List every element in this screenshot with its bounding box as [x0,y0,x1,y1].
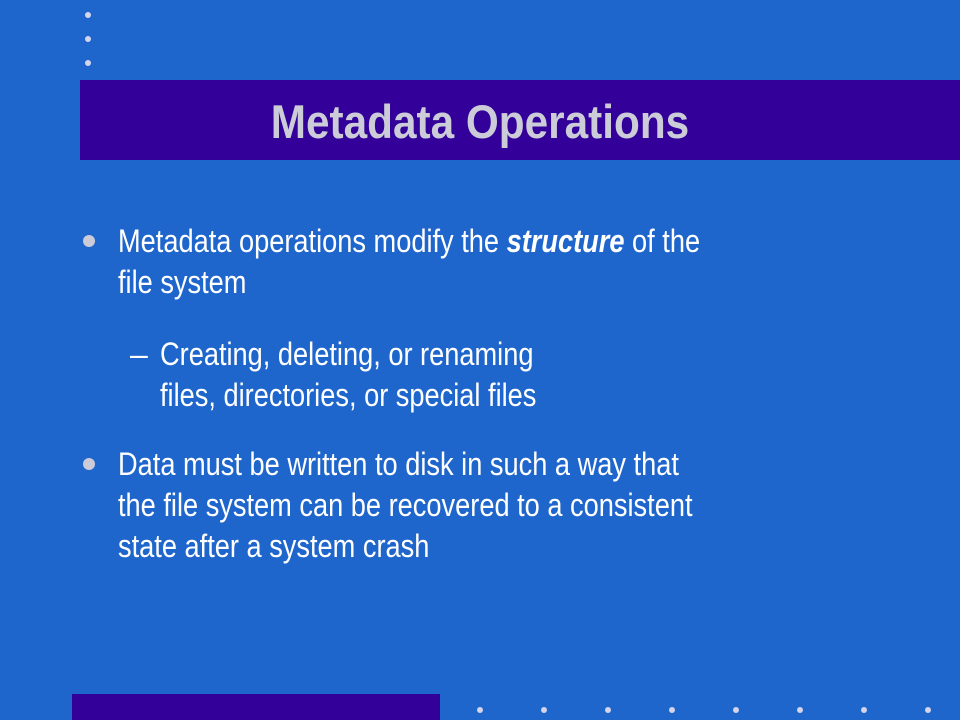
dot [477,707,483,713]
dot [861,707,867,713]
sub-bullet-line-2: files, directories, or special files [160,377,537,413]
sub-bullet-marker: – [130,336,148,372]
bullet-2-line-2: the file system can be recovered to a consistent [118,487,693,523]
bottom-bar [72,694,440,720]
bullet-2-line-3: state after a system crash [118,528,430,564]
bullet-marker [83,235,95,247]
dot [85,60,91,66]
slide-title: Metadata Operations [270,95,690,148]
bullet-2-text [118,444,693,567]
bullet-2-line-1: Data must be written to disk in such a way that [118,446,679,482]
bullet-1-pre: Metadata operations modify the [118,223,507,259]
dot [85,36,91,42]
bullet-marker [83,458,95,470]
dot [925,707,931,713]
sub-bullet-text [160,334,536,416]
bullet-1-post: of the [624,223,701,259]
bullet-1-line-1 [118,221,700,262]
sub-bullet-line-1: Creating, deleting, or renaming [160,336,534,372]
bullet-1-line-2: file system [118,264,247,300]
bullet-1-emphasis: structure [506,223,625,259]
dot [797,707,803,713]
dot [541,707,547,713]
bullet-1-text [118,221,700,303]
dot [605,707,611,713]
dot [669,707,675,713]
dot [733,707,739,713]
dot [85,12,91,18]
